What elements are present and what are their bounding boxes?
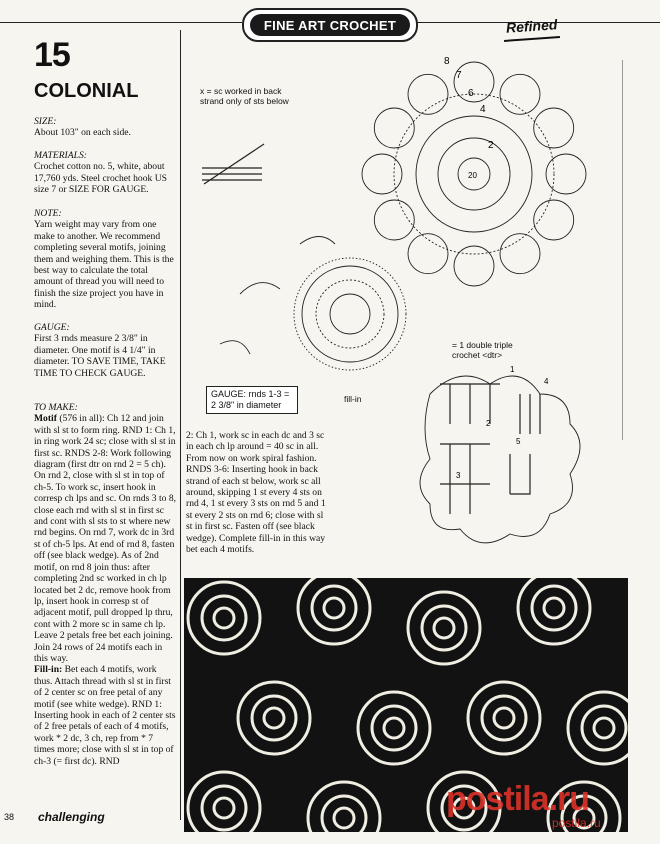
page-number: 38 (4, 812, 15, 822)
petal-loop (408, 234, 448, 274)
materials-section (34, 150, 176, 196)
legend-sc (200, 86, 290, 106)
note-text: Yarn weight may vary from one make to another. We recommend completing several motifs, joining them and weighing them. This is the best way to calculate the total amount of thread you will need to finish the size project you have in mind. (34, 219, 174, 311)
fillin-text: Bet each 4 motifs, work thus. Attach thread with sl st in first of 2 center sc on free petal of any motif (see white wedge). RND 1: Inserting hook in each of 2 center sts of 2 free petals of each of 4 motifs, work * 2 dc, 3 ch, rep from * 7 times more; close with sl st in top of ch-3 (= first dc). RND (34, 664, 176, 767)
legend-sc-symbol: x (200, 86, 205, 96)
gauge-heading: GAUGE: (34, 322, 70, 333)
fillin-paragraph (34, 664, 176, 767)
lace-ring (408, 592, 480, 664)
pattern-title: COLONIAL (34, 80, 139, 102)
lace-ring (434, 618, 454, 638)
round-number-6: 6 (468, 88, 474, 99)
header-banner (242, 8, 418, 42)
gauge-section (34, 322, 176, 379)
round-number-2: 2 (488, 140, 494, 151)
petal-loop (454, 246, 494, 286)
watermark: postila.ru (446, 780, 590, 818)
note-heading: NOTE: (34, 208, 62, 219)
step-number-1: 1 (510, 365, 515, 374)
lace-ring (384, 718, 404, 738)
legend-sc-text: = sc worked in back strand only of sts below (200, 86, 289, 106)
lace-ring (494, 708, 514, 728)
step-number-3: 3 (456, 471, 461, 480)
fillin-motif (294, 258, 406, 370)
lace-ring (372, 706, 416, 750)
lace-ring (422, 606, 466, 650)
legend-dtr: = 1 double triple crochet <dtr> (452, 340, 513, 360)
refined-underline (504, 36, 560, 42)
lace-ring (214, 608, 234, 628)
make-heading: TO MAKE: (34, 402, 78, 413)
lace-ring (188, 582, 260, 654)
lace-ring (238, 682, 310, 754)
materials-heading: MATERIALS: (34, 150, 87, 161)
step-number-5: 5 (516, 437, 521, 446)
header-rule-left (0, 22, 242, 23)
pattern-number: 15 (34, 36, 70, 74)
petal-loop (408, 74, 448, 114)
crochet-diagram (180, 44, 620, 564)
petal-loop (374, 200, 414, 240)
petal-loop (362, 154, 402, 194)
size-text: About 103" on each side. (34, 127, 131, 139)
fillin-label-bold: Fill-in: (34, 664, 63, 676)
round-number-20: 20 (468, 171, 477, 180)
refined-tag: Refined (505, 16, 558, 36)
footer-tag: challenging (38, 810, 105, 824)
make-section (34, 402, 176, 767)
lace-ring (214, 798, 234, 818)
lace-ring (188, 772, 260, 832)
motif-label: Motif (34, 413, 57, 425)
gauge-box: GAUGE: rnds 1-3 = 2 3/8" in diameter (206, 386, 298, 414)
lace-ring (252, 696, 296, 740)
stitch-illustration (440, 384, 540, 514)
petal-loop (546, 154, 586, 194)
lace-ring (582, 706, 626, 750)
round-number-4: 4 (480, 104, 486, 115)
lace-ring (468, 682, 540, 754)
middle-text: 2: Ch 1, work sc in each dc and 3 sc in each ch lp around = 40 sc in all. From now on work spiral fashion. RNDS 3-6: Inserting hook in back strand of each st below, work sc all around, skipping 1 st every 4 sts on rnd 4, 1 st every 3 sts on rnd 5 and 1 st every 2 sts on rnd 6; close with sl st in first sc. Fasten off (see black wedge). Complete fill-in in this way bet each 4 motifs. (186, 430, 326, 556)
step-number-2: 2 (486, 419, 491, 428)
gauge-text: First 3 rnds measure 2 3/8" in diameter. One motif is 4 1/4" in diameter. TO SAVE TIME, TAKE TIME TO CHECK GAUGE. (34, 333, 166, 379)
right-margin-strip (622, 60, 639, 440)
round-number-7: 7 (456, 70, 462, 81)
lace-ring (544, 598, 564, 618)
note-section (34, 208, 176, 311)
lace-ring (518, 578, 590, 644)
watermark-sub: postila.ru (552, 816, 601, 830)
size-section (34, 116, 176, 139)
lace-ring (324, 598, 344, 618)
materials-text: Crochet cotton no. 5, white, about 17,760 yds. Steel crochet hook US size 7 or SIZE FOR GAUGE. (34, 161, 167, 196)
motif-text: (576 in all): Ch 12 and join with sl st to form ring. RND 1: Ch 1, in ring work 24 sc; close with sl st in first sc. RNDS 2-8: Work following diagram (first dtr on rnd 2 = 5 ch). On rnd 2, close with sl st in top of ch-5. To work sc, insert hook in corresp ch lps and sc. On rnds 3 to 8, close each rnd with sl st in first sc and cont with sl sts to st where new rnd begins. On rnd 7, work dc in 3rd st of ch-5 lps. At end of rnd 8, fasten off (see black wedge). As of 2nd motif, on rnd 8 join thus: after completing 2nd sc worked in ch lp located bet 2 dc, remove hook from lp, insert hook in corresp st of adjacent motif, pull dropped lp thru, cont with 2 more sc in same ch lp. Leave 2 petals free bet each joining. Join 24 rows of 24 motifs each in this way. (34, 413, 177, 664)
step-number-4: 4 (544, 377, 549, 386)
size-heading: SIZE: (34, 116, 57, 127)
fillin-diagram-label: fill-in (344, 394, 362, 404)
round-number-8: 8 (444, 56, 450, 67)
lace-ring (568, 692, 628, 764)
banner-title: FINE ART CROCHET (250, 14, 410, 36)
crochet-hook-icon (202, 144, 264, 184)
lace-ring (202, 786, 246, 830)
lace-ring (482, 696, 526, 740)
lace-ring (202, 596, 246, 640)
lace-ring (264, 708, 284, 728)
petal-loop (374, 108, 414, 148)
motif-paragraph (34, 413, 176, 664)
lace-ring (334, 808, 354, 828)
petal-loop (454, 62, 494, 102)
lace-ring (358, 692, 430, 764)
lace-ring (298, 578, 370, 644)
lace-ring (532, 586, 576, 630)
lace-ring (312, 586, 356, 630)
lace-ring (594, 718, 614, 738)
